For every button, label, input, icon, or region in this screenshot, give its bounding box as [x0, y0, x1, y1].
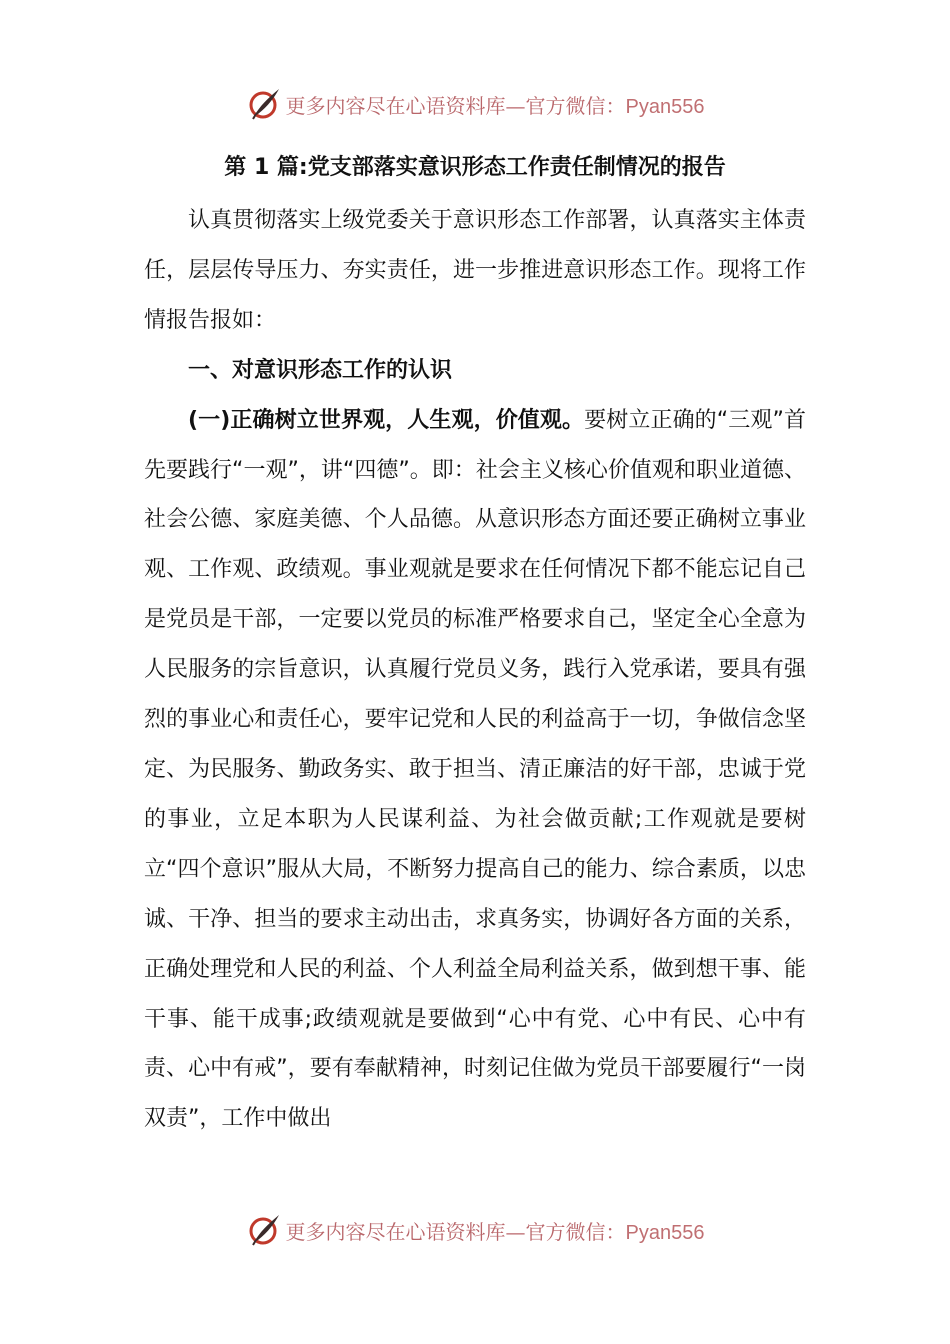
watermark-id: Pyan556 — [625, 1221, 705, 1244]
subsection-paragraph — [144, 396, 806, 1145]
quill-logo-icon — [246, 1212, 282, 1248]
watermark-text: 更多内容尽在心语资料库—官方微信：Pyan556 — [285, 93, 705, 118]
header-watermark-banner — [0, 82, 950, 126]
subsection-body: 要树立正确的“三观”首先要践行“一观”，讲“四德”。即：社会主义核心价值观和职业道德、社会公德、家庭美德、个人品德。从意识形态方面还要正确树立事业观、工作观、政绩观。事业观就是要求在任何情况下都不能忘记自己是党员是干部，一定要以党员的标准严格要求自己，坚定全心全意为人民服务的宗旨意识，认真履行党员义务，践行入党承诺，要具有强烈的事业心和责任心，要牢记党和人民的利益高于一切，争做信念坚定、为民服务、勤政务实、敢于担当、清正廉洁的好干部，忠诚于党的事业，立足本职为人民谋利益、为社会做贡献;工作观就是要树立“四个意识”服从大局，不断努力提高自己的能力、综合素质，以忠诚、干净、担当的要求主动出击，求真务实，协调好各方面的关系，正确处理党和人民的利益、个人利益全局利益关系，做到想干事、能干事、能干成事;政绩观就是要做到“心中有党、心中有民、心中有责、心中有戒”，要有奉献精神，时刻记住做为党员干部要履行“一岗双责”，工作中做出 — [144, 407, 806, 1132]
document-title: 第 1 篇:党支部落实意识形态工作责任制情况的报告 — [224, 155, 726, 180]
watermark-id: Pyan556 — [625, 95, 705, 118]
document-body — [144, 196, 806, 1144]
quill-logo-icon — [246, 86, 282, 122]
watermark-text: 更多内容尽在心语资料库—官方微信：Pyan556 — [285, 1219, 705, 1244]
section-heading: 一、对意识形态工作的认识 — [188, 357, 453, 383]
footer-watermark-banner — [0, 1208, 950, 1252]
intro-paragraph: 认真贯彻落实上级党委关于意识形态工作部署，认真落实主体责任，层层传导压力、夯实责任，进一步推进意识形态工作。现将工作情报告报如： — [144, 208, 806, 333]
subsection-lead: (一)正确树立世界观，人生观，价值观。 — [188, 407, 585, 433]
